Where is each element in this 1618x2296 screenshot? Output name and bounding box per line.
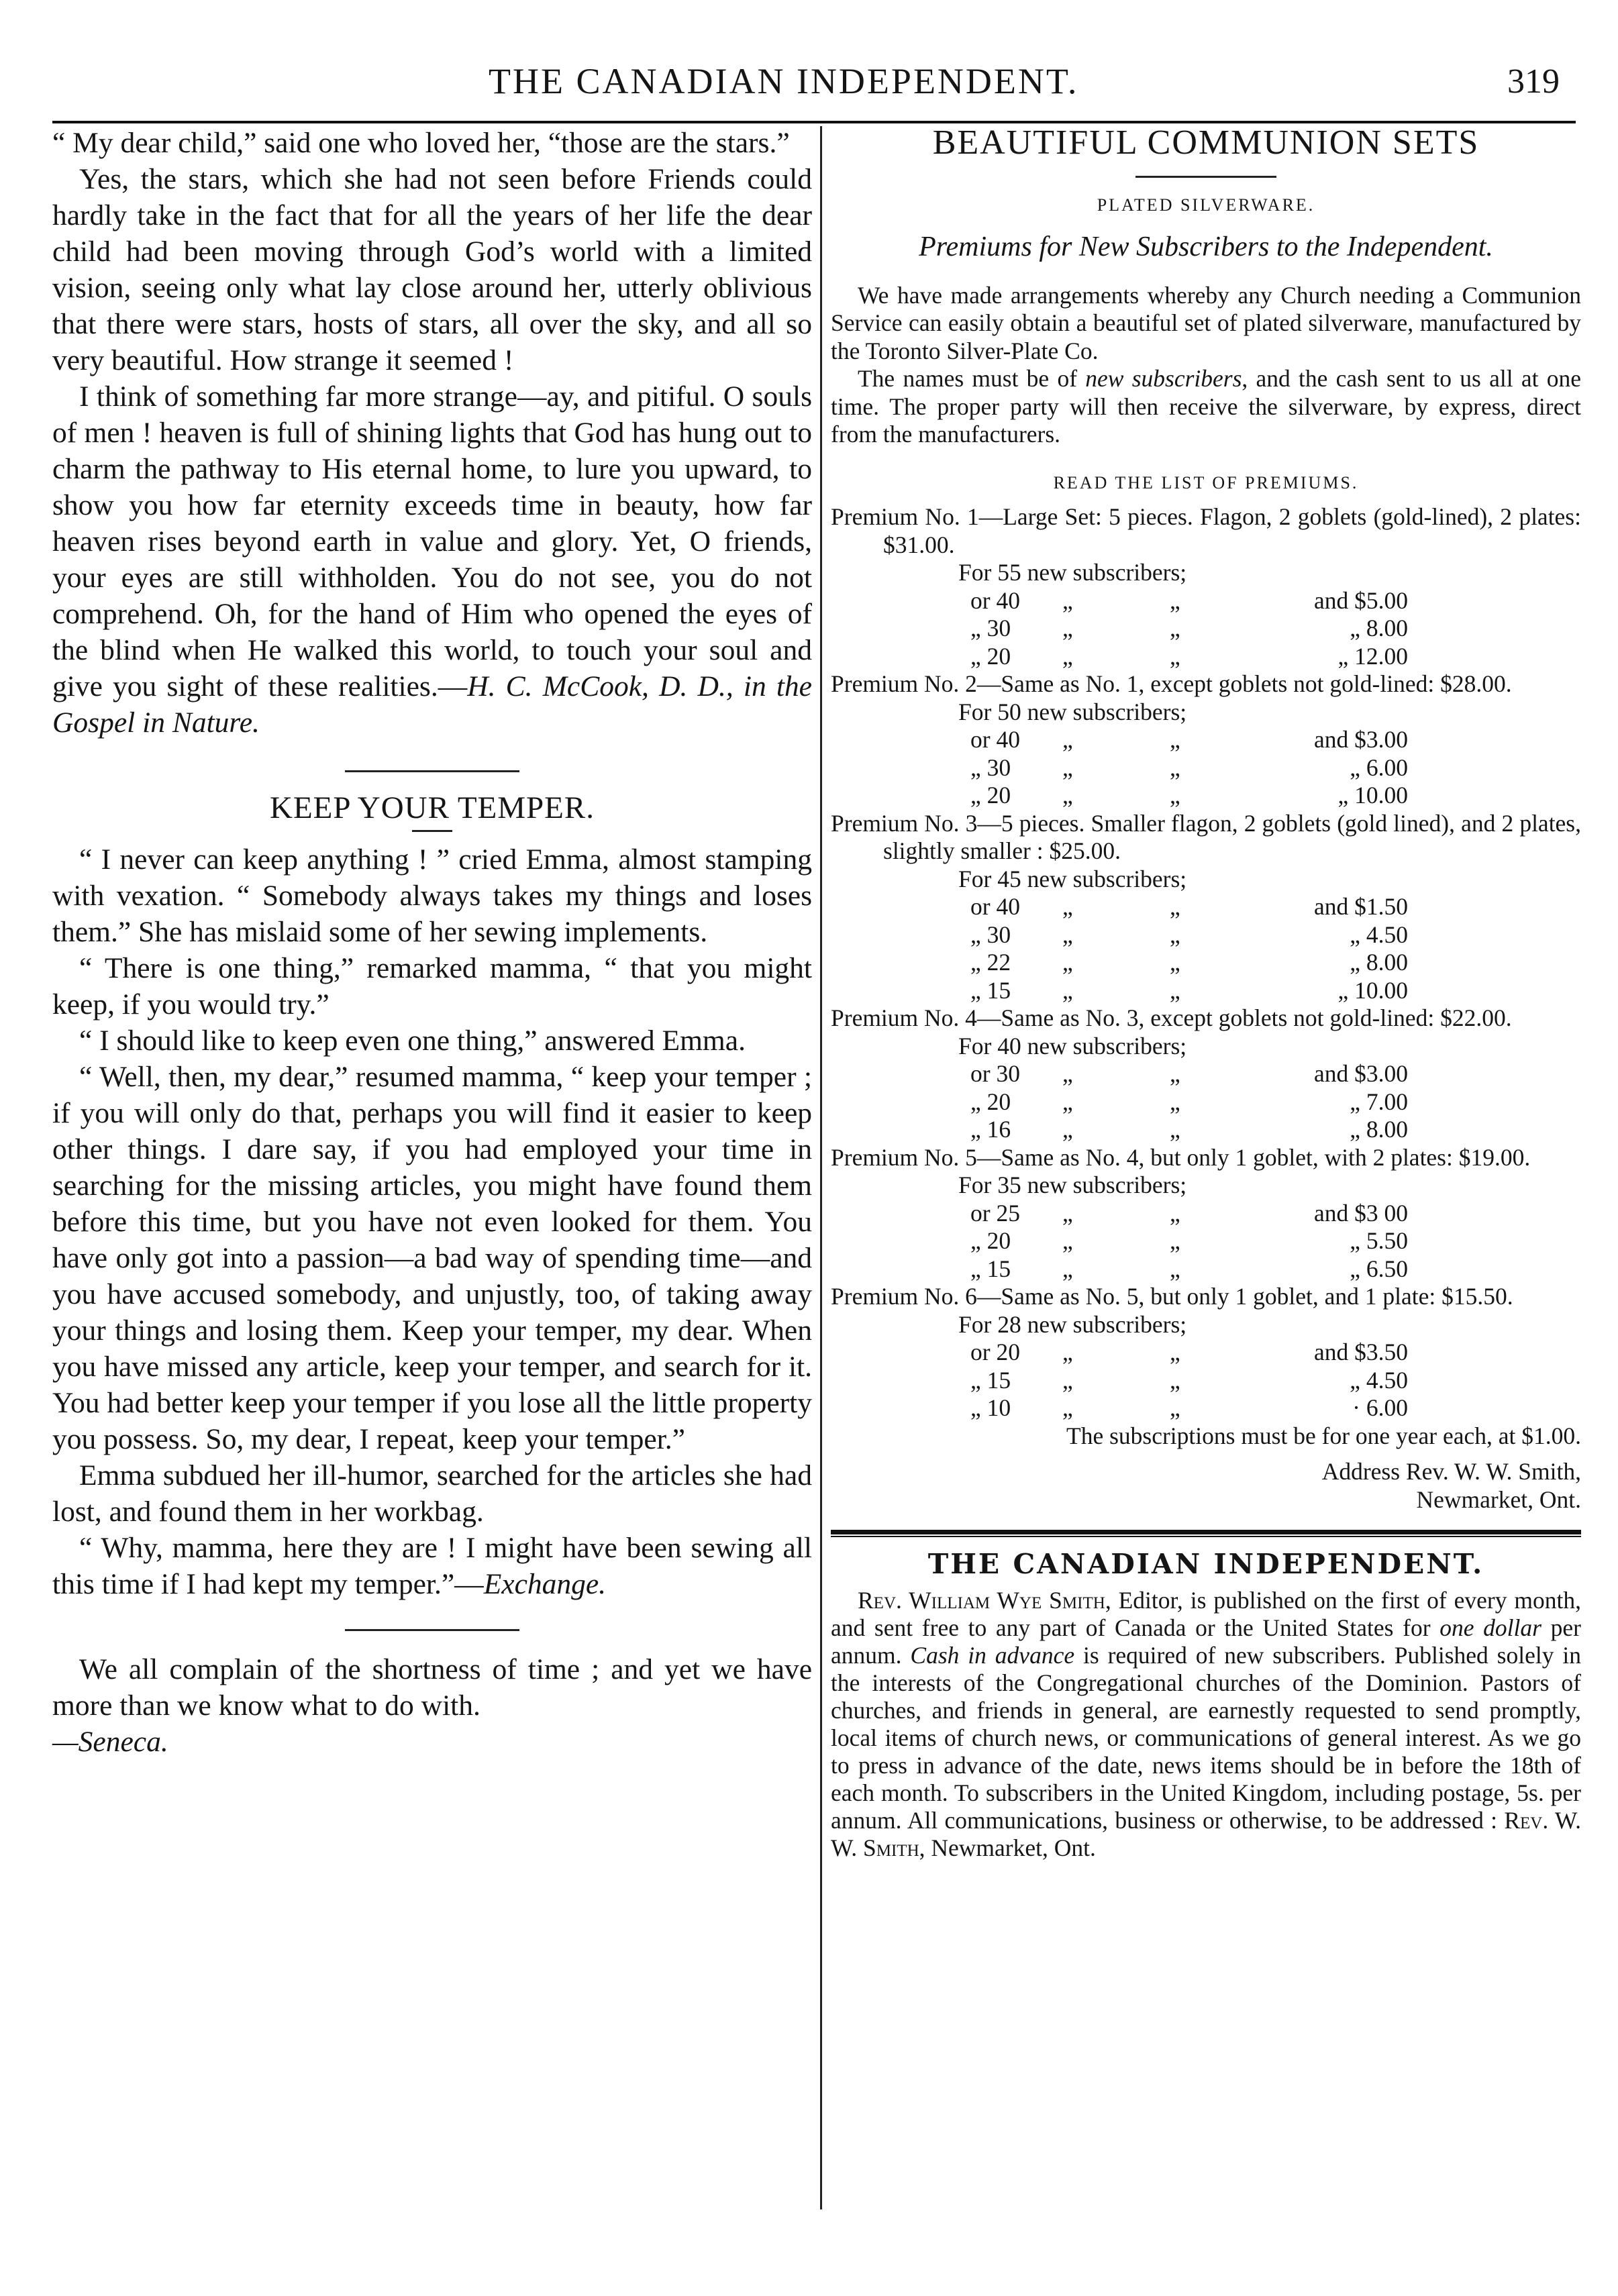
premium-tier-row: [831, 893, 1581, 921]
source-citation: —Seneca.: [52, 1726, 168, 1758]
tier-count: „ 15: [970, 976, 1011, 1004]
tier-amount: „ 8.00: [1350, 615, 1408, 641]
tier-count: „ 15: [970, 1366, 1011, 1394]
premium-item: [831, 670, 1581, 810]
tier-amount: and $1.50: [1313, 893, 1408, 920]
premium-tier-row: [831, 1200, 1581, 1228]
ditto-mark: „: [1170, 1199, 1180, 1227]
premium-item: [831, 1283, 1581, 1422]
paragraph: “ I should like to keep even one thing,” answered Emma.: [79, 1025, 746, 1057]
ditto-mark: „: [1062, 949, 1073, 976]
tier-count: „ 10: [970, 1394, 1011, 1421]
ditto-mark: „: [1062, 1255, 1073, 1282]
paragraph: “ My dear child,” said one who loved her, “those are the stars.”: [52, 127, 790, 159]
editor-name: Rev. William Wye Smith: [858, 1586, 1105, 1614]
tier-amount: „ 4.50: [1350, 1366, 1408, 1394]
premium-tier-row: [831, 615, 1581, 643]
tier-amount: „ 5.50: [1350, 1227, 1408, 1254]
ditto-mark: „: [1062, 893, 1073, 920]
ditto-mark: „: [1170, 615, 1180, 641]
premium-tier-row: [831, 1116, 1581, 1144]
tier-amount: „ 12.00: [1337, 642, 1408, 670]
premium-item: [831, 503, 1581, 670]
section-title: KEEP YOUR TEMPER.: [270, 790, 595, 825]
premium-tier-row: [831, 977, 1581, 1005]
tier-amount: and $3.00: [1313, 1060, 1408, 1087]
paragraph-text: I think of something far more strange—ay, and pitiful. O souls of men ! heaven is full of shining lights that God has hung out to charm the pathway to His eternal home, to lure you upward, to show you how far eternity exceeds time in beauty, how far heaven rises beyond earth in value and glory. Yet, O friends, your eyes are still withholden. You do not see, you do not comprehend. Oh, for the hand of Him who opened the eyes of the blind when He walked this world, to touch your soul and give you sight of these realities.—: [52, 380, 812, 702]
premium-tier-row: [831, 782, 1581, 810]
tier-count: „ 20: [970, 782, 1011, 808]
address-city: Newmarket, Ont.: [1416, 1485, 1581, 1513]
ditto-mark: „: [1062, 726, 1073, 753]
ditto-mark: „: [1062, 1060, 1073, 1087]
premium-tier-row: [831, 1339, 1581, 1367]
paragraph: We have made arrangements whereby any Church needing a Communion Service can easily obtain a beautiful set of plated silverware, manufactured by the Toronto Silver-Plate Co.: [831, 281, 1581, 364]
premium-subscribers: For 40 new subscribers;: [958, 1032, 1187, 1059]
ditto-mark: „: [1170, 921, 1180, 948]
page-number: 319: [1507, 62, 1560, 101]
tier-count: „ 30: [970, 753, 1011, 781]
ditto-mark: „: [1170, 1394, 1180, 1421]
premium-tier-row: [831, 726, 1581, 754]
ditto-mark: „: [1170, 976, 1180, 1004]
notice-text: , Editor, is published on the first of every month, and sent free to any part of Canada or the United States for: [831, 1586, 1581, 1641]
source-citation: Exchange.: [483, 1568, 607, 1600]
tier-count: or 25: [970, 1199, 1020, 1227]
ditto-mark: „: [1062, 1088, 1073, 1115]
tier-amount: „ 7.00: [1350, 1088, 1408, 1115]
box-title: THE CANADIAN INDEPENDENT.: [927, 1548, 1484, 1580]
premium-description: Premium No. 4—Same as No. 3, except goblets not gold-lined: $22.00.: [831, 1004, 1512, 1031]
ditto-mark: „: [1062, 586, 1073, 614]
ditto-mark: „: [1170, 949, 1180, 976]
tier-amount: „ 6.00: [1350, 753, 1408, 781]
tier-amount: and $5.00: [1313, 586, 1408, 614]
ad-subheading: PLATED SILVERWARE.: [1097, 195, 1315, 215]
premium-subscribers: For 45 new subscribers;: [958, 865, 1187, 892]
quotation: We all complain of the shortness of time ; and yet we have more than we know what to do with.: [52, 1653, 812, 1722]
emphasis: Cash in advance: [910, 1641, 1075, 1669]
box-rule-thick: [831, 1530, 1581, 1534]
premium-description: Premium No. 5—Same as No. 4, but only 1 goblet, with 2 plates: $19.00.: [831, 1143, 1531, 1171]
tier-amount: „ 4.50: [1350, 921, 1408, 948]
premium-list: [831, 503, 1581, 1422]
tier-count: „ 20: [970, 642, 1011, 670]
ditto-mark: „: [1170, 642, 1180, 670]
premium-tier-row: [831, 1367, 1581, 1395]
paragraph-text: , and the cash sent to us all at one time. The proper party will then receive the silverware, by express, direct from the manufacturers.: [831, 365, 1581, 448]
paragraph-text: “ Why, mamma, here they are ! I might have been sewing all this time if I had kept my temper.”—: [52, 1532, 812, 1600]
premium-item: [831, 1004, 1581, 1144]
ditto-mark: „: [1170, 1255, 1180, 1282]
address-line: Address Rev. W. W. Smith,: [1321, 1458, 1581, 1485]
section-rule: [345, 770, 519, 772]
tier-amount: „ 6.50: [1350, 1255, 1408, 1282]
publication-notice: [831, 1587, 1581, 1862]
premium-tier-row: [831, 587, 1581, 615]
ditto-mark: „: [1062, 642, 1073, 670]
ditto-mark: „: [1062, 782, 1073, 808]
notice-text: , Newmarket, Ont.: [919, 1834, 1096, 1861]
premium-subscribers: For 55 new subscribers;: [958, 559, 1187, 586]
ditto-mark: „: [1170, 1227, 1180, 1254]
premium-description: Premium No. 1—Large Set: 5 pieces. Flagon, 2 goblets (gold-lined), 2 plates: $31.00.: [831, 503, 1581, 558]
ad-title: BEAUTIFUL COMMUNION SETS: [932, 123, 1480, 162]
title-rule: [1135, 176, 1276, 178]
tier-amount: „ 8.00: [1350, 1116, 1408, 1143]
title-rule: [412, 830, 452, 832]
tier-count: or 20: [970, 1339, 1020, 1365]
source-citation: H. C. McCook, D. D., in the Gospel in Nature.: [52, 670, 812, 739]
ditto-mark: „: [1062, 1199, 1073, 1227]
emphasis: new subscribers: [1085, 365, 1242, 392]
subscription-note: The subscriptions must be for one year each, at $1.00.: [1066, 1422, 1581, 1449]
premium-description: Premium No. 2—Same as No. 1, except goblets not gold-lined: $28.00.: [831, 670, 1512, 697]
premium-tier-row: [831, 949, 1581, 977]
tier-count: or 40: [970, 586, 1020, 614]
paragraph: “ Well, then, my dear,” resumed mamma, “ keep your temper ; if you will only do that, perhaps you will find it easier to keep other things. I dare say, if you had employed your time in searching for the missing articles, you might have found them before this time, but you have not even looked for them. You have only got into a passion—a bad way of spending time—and you have accused somebody, and unjustly, too, of taking away your things and losing them. Keep your temper, my dear. When you have missed any article, keep your temper, and search for it. You had better keep your temper if you lose all the little property you possess. So, my dear, I repeat, keep your temper.”: [52, 1061, 812, 1455]
section-rule: [345, 1629, 519, 1631]
ditto-mark: „: [1170, 893, 1180, 920]
tier-amount: and $3.00: [1313, 726, 1408, 753]
tier-count: or 40: [970, 726, 1020, 753]
premium-description: Premium No. 6—Same as No. 5, but only 1 goblet, and 1 plate: $15.50.: [831, 1283, 1513, 1310]
premium-tier-row: [831, 1394, 1581, 1422]
paragraph: [831, 365, 1581, 449]
tier-amount: „ 8.00: [1350, 949, 1408, 976]
premium-tier-row: [831, 1088, 1581, 1116]
premium-subtitle: Premiums for New Subscribers to the Independent.: [919, 231, 1493, 262]
ditto-mark: „: [1170, 1116, 1180, 1143]
paragraph: Emma subdued her ill-humor, searched for the articles she had lost, and found them in her workbag.: [52, 1459, 812, 1528]
paragraph: “ There is one thing,” remarked mamma, “ that you might keep, if you would try.”: [52, 952, 812, 1021]
ditto-mark: „: [1170, 782, 1180, 808]
premium-subscribers: For 50 new subscribers;: [958, 698, 1187, 725]
tier-count: or 40: [970, 893, 1020, 920]
premium-item: [831, 810, 1581, 1005]
paragraph: “ I never can keep anything ! ” cried Emma, almost stamping with vexation. “ Somebody always takes my things and loses them.” She has mislaid some of her sewing implements.: [52, 843, 812, 948]
addressee-name: Rev. W. W. Smith: [831, 1806, 1581, 1861]
emphasis: one dollar: [1439, 1614, 1541, 1641]
ditto-mark: „: [1170, 1366, 1180, 1394]
column-divider: [820, 126, 822, 2209]
box-rule-thin: [831, 1536, 1581, 1537]
premium-description: Premium No. 3—5 pieces. Smaller flagon, 2 goblets (gold lined), and 2 plates, slightly smaller : $25.00.: [831, 809, 1581, 864]
list-heading: READ THE LIST OF PREMIUMS.: [1053, 472, 1359, 492]
page-header: [52, 54, 1576, 123]
ditto-mark: „: [1170, 726, 1180, 753]
ditto-mark: „: [1062, 615, 1073, 641]
ditto-mark: „: [1170, 586, 1180, 614]
tier-count: „ 20: [970, 1088, 1011, 1115]
tier-amount: „ 10.00: [1337, 976, 1408, 1004]
ditto-mark: „: [1062, 1339, 1073, 1365]
ditto-mark: „: [1170, 753, 1180, 781]
premium-subscribers: For 28 new subscribers;: [958, 1310, 1187, 1338]
tier-count: „ 16: [970, 1116, 1011, 1143]
tier-amount: and $3.50: [1313, 1339, 1408, 1365]
tier-amount: and $3 00: [1313, 1199, 1408, 1227]
publication-title: THE CANADIAN INDEPENDENT.: [489, 61, 1079, 101]
paragraph-text: The names must be of: [858, 365, 1086, 392]
ditto-mark: „: [1062, 976, 1073, 1004]
ditto-mark: „: [1170, 1060, 1180, 1087]
premium-subscribers: For 35 new subscribers;: [958, 1171, 1187, 1198]
tier-count: „ 30: [970, 921, 1011, 948]
tier-amount: · 6.00: [1352, 1394, 1408, 1421]
tier-count: „ 20: [970, 1227, 1011, 1254]
notice-text: per annum.: [831, 1614, 1581, 1669]
ditto-mark: „: [1062, 753, 1073, 781]
paragraph: [52, 378, 812, 741]
ditto-mark: „: [1062, 1366, 1073, 1394]
premium-tier-row: [831, 1227, 1581, 1255]
premium-tier-row: [831, 1255, 1581, 1284]
tier-count: „ 15: [970, 1255, 1011, 1282]
tier-count: „ 22: [970, 949, 1011, 976]
premium-item: [831, 1144, 1581, 1284]
ditto-mark: „: [1170, 1339, 1180, 1365]
ditto-mark: „: [1170, 1088, 1180, 1115]
paragraph: [52, 1530, 812, 1602]
paragraph: Yes, the stars, which she had not seen before Friends could hardly take in the fact that for all the years of her life the dear child had been moving through God’s world with a limited vision, seeing only what lay close around her, utterly oblivious that there were stars, hosts of stars, all over the sky, and all so very beautiful. How strange it seemed !: [52, 163, 812, 376]
left-column: [52, 125, 812, 1760]
tier-count: or 30: [970, 1060, 1020, 1087]
premium-tier-row: [831, 1060, 1581, 1088]
right-column: [831, 125, 1581, 1862]
premium-tier-row: [831, 643, 1581, 671]
ditto-mark: „: [1062, 1116, 1073, 1143]
ditto-mark: „: [1062, 921, 1073, 948]
tier-count: „ 30: [970, 615, 1011, 641]
tier-amount: „ 10.00: [1337, 782, 1408, 808]
premium-tier-row: [831, 754, 1581, 782]
notice-text: is required of new subscribers. Published solely in the interests of the Congregational churches of the Dominion. Pastors of churches, and friends in general, are earnestly requested to send promptly, local items of church news, or communications of general interest. As we go to press in advance of the date, news items should be in before the 18th of each month. To subscribers in the United Kingdom, including postage, 5s. per annum. All communications, business or otherwise, to be addressed :: [831, 1641, 1581, 1834]
premium-tier-row: [831, 921, 1581, 949]
ditto-mark: „: [1062, 1227, 1073, 1254]
ditto-mark: „: [1062, 1394, 1073, 1421]
